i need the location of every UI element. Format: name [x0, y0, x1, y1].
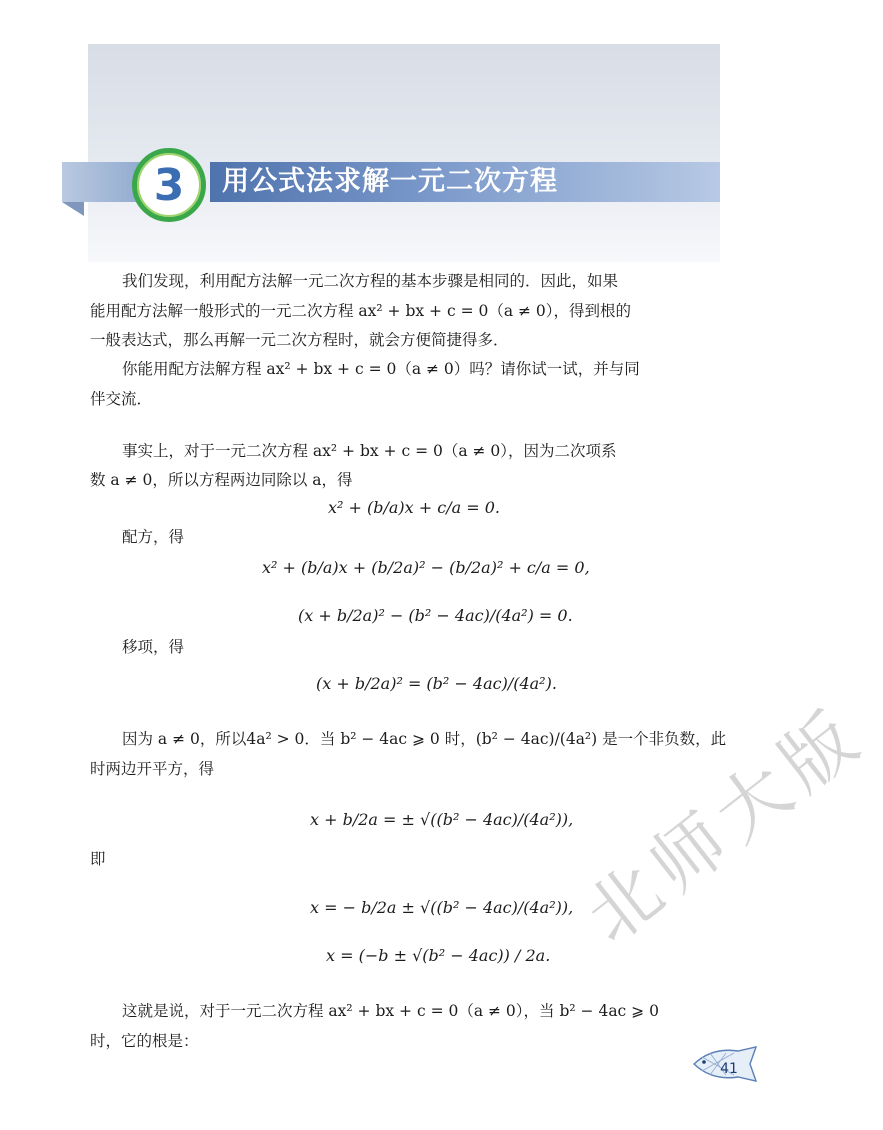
paragraph-line: 时，它的根是：: [90, 1032, 199, 1050]
label-yixiang: 移项，得: [122, 638, 185, 656]
publisher-watermark: 北师大版: [569, 690, 881, 959]
label-ji: 即: [90, 850, 106, 868]
section-number-badge: 3: [132, 148, 206, 222]
paragraph-line: 你能用配方法解方程 ax² + bx + c = 0（a ≠ 0）吗？请你试一试，并与同: [122, 360, 640, 378]
paragraph-line: 伴交流．: [90, 390, 153, 408]
paragraph-line: 因为 a ≠ 0，所以4a² > 0．当 b² − 4ac ⩾ 0 时，(b² − 4ac)/(4a²) 是一个非负数，此: [122, 730, 727, 748]
formula-divided: x² + (b/a)x + c/a = 0.: [328, 498, 501, 517]
paragraph-line: 事实上，对于一元二次方程 ax² + bx + c = 0（a ≠ 0），因为二次项系: [122, 442, 617, 460]
paragraph-line: 数 a ≠ 0，所以方程两边同除以 a，得: [90, 471, 353, 489]
formula-complete-square: x² + (b/a)x + (b/2a)² − (b/2a)² + c/a = 0,: [262, 558, 590, 577]
paragraph-line: 一般表达式，那么再解一元二次方程时，就会方便简捷得多．: [90, 331, 509, 349]
formula-x-expression: x = − b/2a ± √((b² − 4ac)/(4a²)),: [310, 898, 574, 917]
paragraph-line: 时两边开平方，得: [90, 760, 215, 778]
formula-square-root: x + b/2a = ± √((b² − 4ac)/(4a²)),: [310, 810, 574, 829]
formula-squared-form: (x + b/2a)² − (b² − 4ac)/(4a²) = 0.: [298, 606, 573, 625]
paragraph-line: 这就是说，对于一元二次方程 ax² + bx + c = 0（a ≠ 0），当 b² − 4ac ⩾ 0: [122, 1002, 659, 1020]
formula-quadratic-root: x = (−b ± √(b² − 4ac)) / 2a.: [326, 946, 551, 965]
label-peifang: 配方，得: [122, 528, 185, 546]
paragraph-line: 能用配方法解一般形式的一元二次方程 ax² + bx + c = 0（a ≠ 0），得到根的: [90, 302, 632, 320]
page-number: 41: [720, 1061, 738, 1077]
paragraph-line: 我们发现，利用配方法解一元二次方程的基本步骤是相同的．因此，如果: [122, 272, 619, 290]
title-ribbon-fold: [62, 202, 84, 216]
formula-moved: (x + b/2a)² = (b² − 4ac)/(4a²).: [316, 674, 557, 693]
section-title: 用公式法求解一元二次方程: [222, 166, 558, 197]
